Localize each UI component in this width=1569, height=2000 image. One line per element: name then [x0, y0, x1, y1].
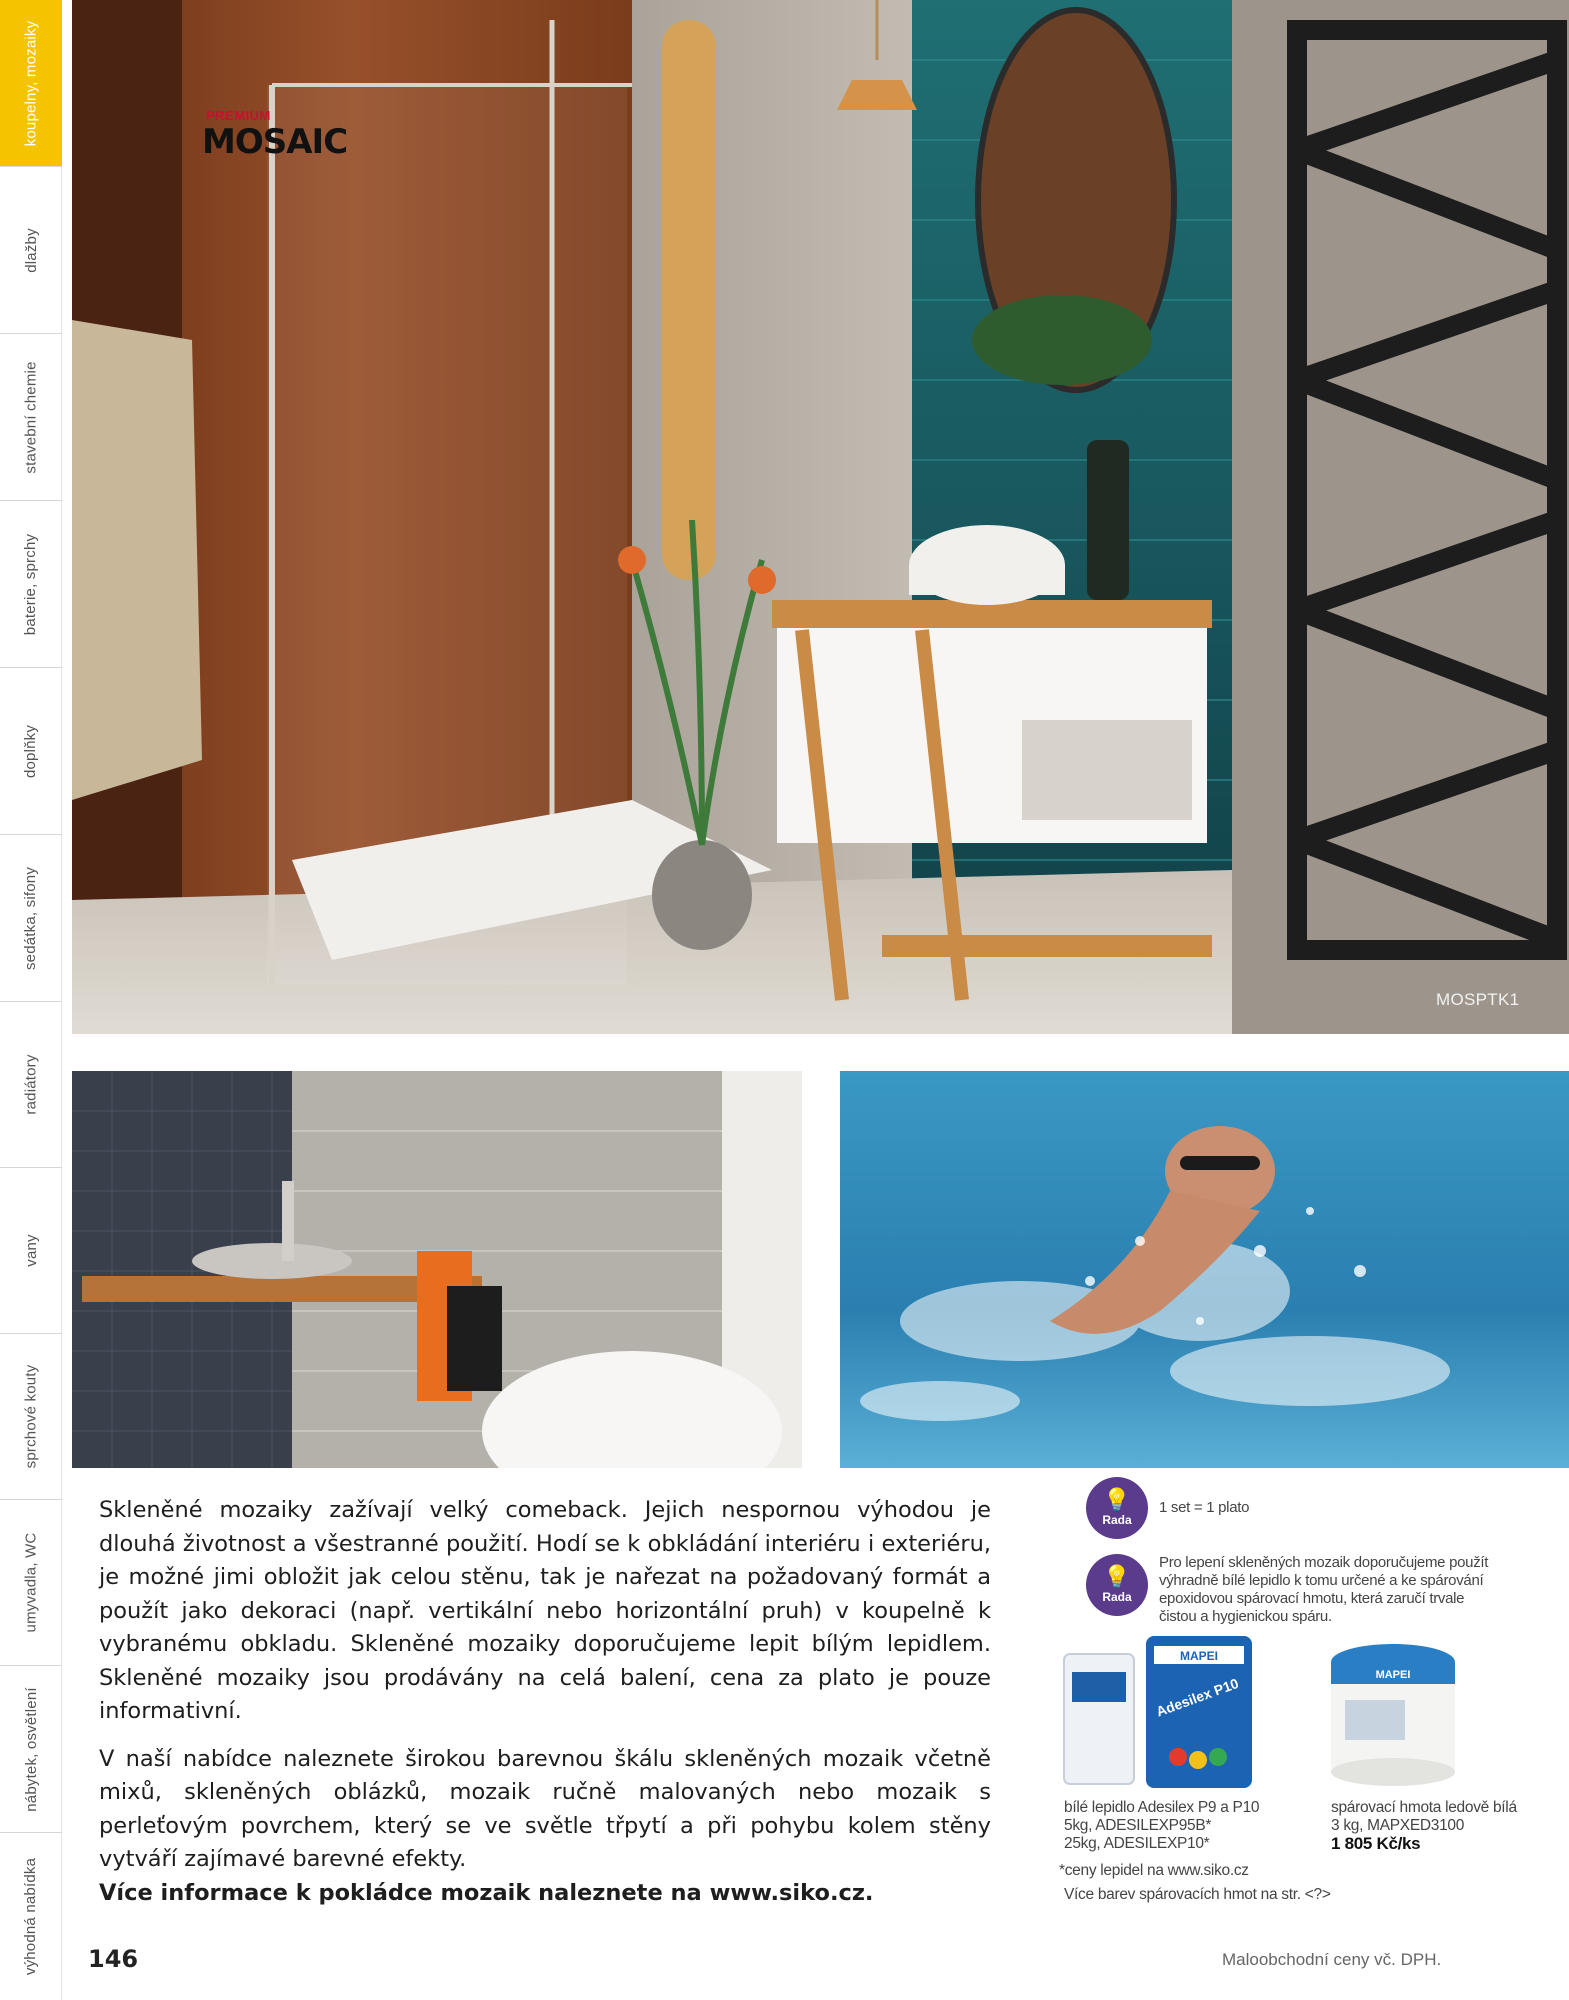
tab-nabytek-osvetleni[interactable] — [0, 1666, 62, 1833]
mosaic-description — [99, 1494, 991, 1924]
pack-name: Adesilex P10 — [1153, 1675, 1241, 1720]
tab-label: vany — [22, 1234, 40, 1267]
pool-illustration — [840, 1071, 1569, 1468]
adhesive-bags-image[interactable] — [1058, 1632, 1258, 1792]
grout-colors-note: Více barev spárovacích hmot na str. <?> — [1064, 1886, 1331, 1903]
brand-mosaic-wordmark: MOSAIC — [202, 122, 348, 162]
tip-text: Pro lepení skleněných mozaik doporučujeme použít výhradně bílé lepidlo k tomu určené a ke spárování epoxidovou spárovací hmotu, která zaručí trvale čistou a hygienickou spáru. — [1159, 1554, 1489, 1625]
tab-label: nábytek, osvětlení — [22, 1686, 40, 1812]
tab-label: baterie, sprchy — [22, 533, 40, 635]
tab-label: dlažby — [22, 227, 40, 273]
description-paragraph-2: V naší nabídce naleznete širokou barevnou škálu skleněných mozaik včetně mixů, skleněných oblázků, mozaik ručně malovaných nebo mozaik s perleťovým povrchem, který se ve světle třpytí a při pohybu kolem stěny vytváří zajímavé barevné efekty. — [99, 1745, 991, 1872]
tab-vany[interactable] — [0, 1168, 62, 1334]
grout-caption — [1331, 1799, 1517, 1853]
adhesive-variant-5kg: 5kg, ADESILEXP95B* — [1064, 1817, 1212, 1834]
tab-koupelny-mozaiky[interactable] — [0, 0, 62, 167]
more-info-link-text[interactable]: Více informace k pokládce mozaik naleznete na www.siko.cz. — [99, 1879, 874, 1906]
premium-mosaic-logo — [202, 108, 348, 164]
tab-radiatory[interactable] — [0, 1002, 62, 1168]
lightbulb-icon: 💡 — [1103, 1564, 1131, 1589]
tab-label: koupelny, mozaiky — [22, 20, 40, 146]
hero-bathroom-photo — [72, 0, 1569, 1034]
tip-adhesive-recommendation — [1086, 1554, 1499, 1626]
adhesive-bags-illustration — [1058, 1632, 1258, 1792]
tip-badge — [1086, 1477, 1148, 1539]
tab-sprchove-kouty[interactable] — [0, 1334, 62, 1500]
hero-product-code: MOSPTK1 — [1436, 990, 1520, 1009]
tab-umyvadla-wc[interactable] — [0, 1500, 62, 1666]
tab-label: radiátory — [22, 1054, 40, 1115]
tab-label: sedátka, sifony — [22, 866, 40, 970]
description-paragraph-1: Skleněné mozaiky zažívají velký comeback. Jejich nespornou výhodou je dlouhá životnost a všestranné použití. Hodí se k obkládání interiéru i exteriéru, je možné jimi obložit jak celou stěnu, tak je nařezat na požadovaný formát a použít jako dekoraci (např. vertikální nebo horizontální pruh) v koupelně k vybranému obkladu. Skleněné mozaiky doporučujeme lepit bílým lepidlem. Skleněné mozaiky jsou prodávány na celá balení, cena za plato je pouze informativní. — [99, 1497, 991, 1724]
tip-text: 1 set = 1 plato — [1159, 1499, 1250, 1516]
retail-price-note: Maloobchodní ceny vč. DPH. — [1222, 1950, 1442, 1969]
grout-price: 1 805 Kč/ks — [1331, 1834, 1421, 1853]
grout-bucket-illustration — [1323, 1640, 1463, 1790]
grout-bucket-image[interactable] — [1323, 1640, 1463, 1790]
page-number: 146 — [88, 1945, 139, 1973]
washbasin-illustration — [72, 1071, 802, 1468]
grout-variant: 3 kg, MAPXED3100 — [1331, 1817, 1465, 1834]
pack-brand: MAPEI — [1179, 1649, 1219, 1663]
tip-badge — [1086, 1554, 1148, 1616]
grout-name: spárovací hmota ledově bílá — [1331, 1799, 1517, 1816]
tip-set-plato — [1086, 1477, 1249, 1539]
bucket-brand: MAPEI — [1375, 1669, 1411, 1681]
tab-doplnky[interactable] — [0, 668, 62, 835]
tab-baterie-sprchy[interactable] — [0, 501, 62, 668]
lightbulb-icon: 💡 — [1103, 1487, 1131, 1512]
tab-label: doplňky — [22, 724, 40, 778]
tip-badge-label: Rada — [1102, 1590, 1132, 1604]
swimmer-pool-photo — [840, 1071, 1569, 1468]
tab-label: sprchové kouty — [22, 1364, 40, 1469]
tab-sedatka-sifony[interactable] — [0, 835, 62, 1002]
adhesive-variant-25kg: 25kg, ADESILEXP10* — [1064, 1835, 1210, 1852]
tab-vyhodna-nabidka[interactable] — [0, 1833, 62, 2000]
tab-dlazby[interactable] — [0, 167, 62, 334]
tab-label: umyvadla, WC — [22, 1532, 40, 1633]
adhesive-price-note: *ceny lepidel na www.siko.cz — [1059, 1862, 1249, 1879]
adhesive-name: bílé lepidlo Adesilex P9 a P10 — [1064, 1799, 1260, 1816]
washbasin-mosaic-photo — [72, 1071, 802, 1468]
brand-premium-label: PREMIUM — [206, 108, 271, 123]
tip-badge-label: Rada — [1102, 1513, 1132, 1527]
section-tabs — [0, 0, 62, 2000]
adhesive-caption — [1064, 1799, 1259, 1853]
tab-stavebni-chemie[interactable] — [0, 334, 62, 501]
tab-label: stavební chemie — [22, 360, 40, 474]
tab-label: výhodná nabídka — [22, 1857, 40, 1976]
